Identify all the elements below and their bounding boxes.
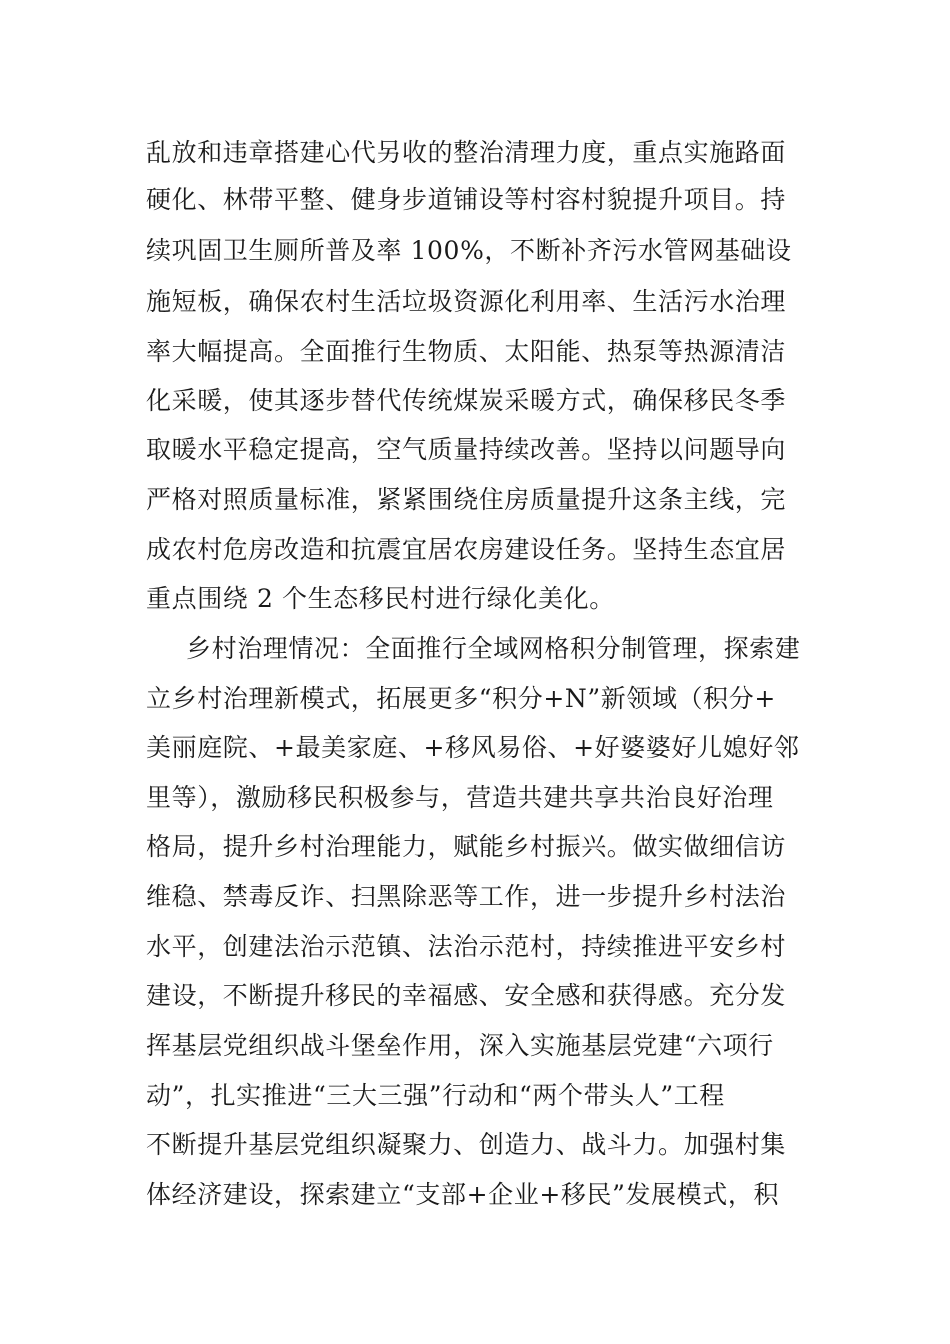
text-line: 美丽庭院、+最美家庭、+移风易俗、+好婆婆好儿媳好邻 (146, 733, 800, 762)
text-line: 格局，提升乡村治理能力，赋能乡村振兴。做实做细信访 (146, 832, 787, 861)
text-line: 严格对照质量标准，紧紧围绕住房质量提升这条主线，完 (146, 485, 787, 514)
text-line: 挥基层党组织战斗堡垒作用，深入实施基层党建“六项行 (146, 1031, 774, 1060)
text-line: 续巩固卫生厕所普及率 100%，不断补齐污水管网基础设 (146, 236, 792, 265)
text-line: 硬化、林带平整、健身步道铺设等村容村貌提升项目。持 (146, 185, 787, 214)
text-line: 乱放和违章搭建心代另收的整治清理力度，重点实施路面 (146, 138, 787, 167)
text-line: 维稳、禁毒反诈、扫黑除恶等工作，进一步提升乡村法治 (146, 882, 787, 911)
paragraph-start-line: 乡村治理情况：全面推行全域网格积分制管理，探索建 (186, 634, 801, 663)
text-line: 成农村危房改造和抗震宜居农房建设任务。坚持生态宜居 (146, 535, 787, 564)
text-line: 施短板，确保农村生活垃圾资源化利用率、生活污水治理 (146, 287, 787, 316)
text-line: 取暖水平稳定提高，空气质量持续改善。坚持以问题导向 (146, 435, 787, 464)
text-line: 建设，不断提升移民的幸福感、安全感和获得感。充分发 (146, 981, 787, 1010)
text-line: 立乡村治理新模式，拓展更多“积分+N”新领域（积分+ (146, 684, 776, 713)
text-line: 体经济建设，探索建立“支部+企业+移民”发展模式，积 (146, 1180, 780, 1209)
text-line: 率大幅提高。全面推行生物质、太阳能、热泵等热源清洁 (146, 337, 787, 366)
text-line: 不断提升基层党组织凝聚力、创造力、战斗力。加强村集 (146, 1130, 787, 1159)
text-line: 化采暖，使其逐步替代传统煤炭采暖方式，确保移民冬季 (146, 386, 787, 415)
text-line: 水平，创建法治示范镇、法治示范村，持续推进平安乡村 (146, 932, 787, 961)
text-line: 动”，扎实推进“三大三强”行动和“两个带头人”工程 (146, 1081, 725, 1110)
text-line: 重点围绕 2 个生态移民村进行绿化美化。 (146, 584, 615, 613)
text-line: 里等），激励移民积极参与，营造共建共享共治良好治理 (146, 783, 774, 812)
